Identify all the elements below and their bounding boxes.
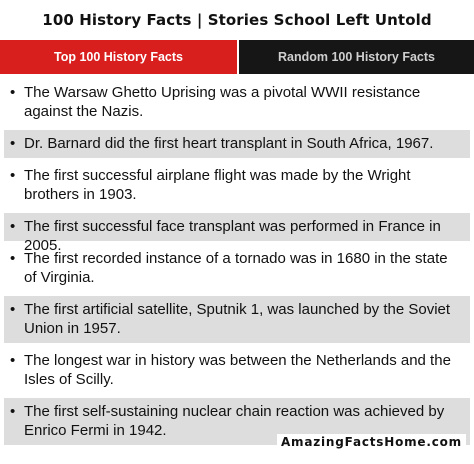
bullet: • — [10, 301, 16, 318]
site-watermark: AmazingFactsHome.com — [277, 434, 466, 450]
fact-text: The first recorded instance of a tornado was in 1680 in the state of Virginia. — [24, 250, 448, 286]
fact-text: The first artificial satellite, Sputnik 1, was launched by the Soviet Union in 1957. — [24, 301, 451, 337]
list-item — [4, 296, 470, 343]
fact-text: The Warsaw Ghetto Uprising was a pivotal WWII resistance against the Nazis. — [24, 84, 421, 120]
fact-text: Dr. Barnard did the first heart transplant in South Africa, 1967. — [24, 135, 434, 152]
fact-text: The first successful airplane flight was made by the Wright brothers in 1903. — [24, 167, 411, 203]
fact-text: The first successful face transplant was performed in France in 2005. — [24, 218, 441, 254]
tab-random-100-history-facts[interactable]: Random 100 History Facts — [237, 40, 474, 74]
facts-list — [4, 79, 470, 445]
bullet: • — [10, 250, 16, 267]
list-item — [4, 347, 470, 394]
list-item — [4, 130, 470, 158]
list-item — [4, 79, 470, 126]
bullet: • — [10, 352, 16, 369]
bullet: • — [10, 218, 16, 235]
tab-bar — [0, 40, 474, 74]
list-item — [4, 245, 470, 292]
fact-text: The longest war in history was between the Netherlands and the Isles of Scilly. — [24, 352, 451, 388]
bullet: • — [10, 167, 16, 184]
bullet: • — [10, 135, 16, 152]
list-item — [4, 162, 470, 209]
bullet: • — [10, 84, 16, 101]
bullet: • — [10, 403, 16, 420]
fact-text: The first self-sustaining nuclear chain reaction was achieved by Enrico Fermi in 1942. — [24, 403, 445, 439]
list-item — [4, 213, 470, 254]
tab-top-100-history-facts[interactable]: Top 100 History Facts — [0, 40, 237, 74]
page-title: 100 History Facts | Stories School Left Untold — [42, 11, 432, 29]
